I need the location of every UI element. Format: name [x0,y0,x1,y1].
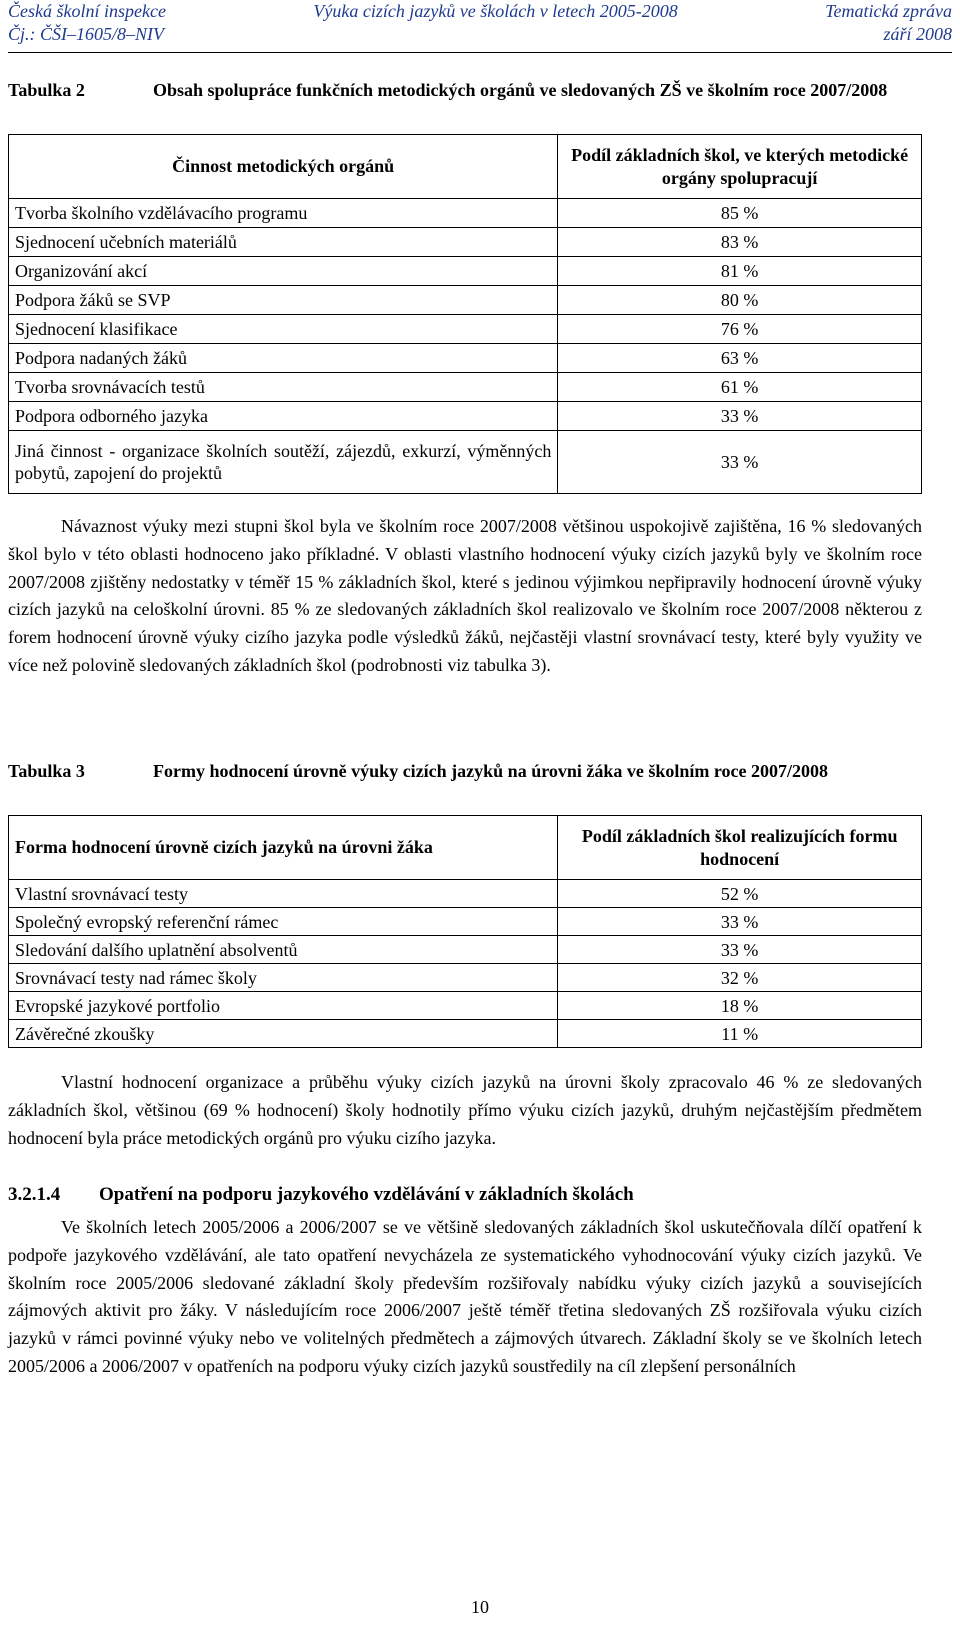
table2-row [9,199,922,228]
header-topic: Výuka cizích jazyků ve školách v letech 2005-2008 [313,1,678,21]
table2-cell-label: Jiná činnost - organizace školních soutěží, zájezdů, exkurzí, výměnných pobytů, zapojení do projektů [9,431,558,494]
table2-row [9,257,922,286]
table3-label: Tabulka 3 [8,761,85,781]
table2-title: Obsah spolupráce funkčních metodických orgánů ve sledovaných ZŠ ve školním roce 2007/2008 [153,80,888,100]
table2-cell-label: Sjednocení učebních materiálů [9,228,558,257]
table3-title: Formy hodnocení úrovně výuky cizích jazyků na úrovni žáka ve školním roce 2007/2008 [153,761,829,781]
table3-cell-label: Srovnávací testy nad rámec školy [9,964,558,992]
table3-row [9,880,922,908]
header-doc-type: Tematická zpráva [825,1,952,21]
page-number: 10 [471,1597,489,1617]
paragraph-continuity: Návaznost výuky mezi stupni škol byla ve školním roce 2007/2008 většinou uspokojivě zajištěna, 16 % sledovaných škol bylo v této oblasti hodnoceno jako příkladné. V oblasti vlastního hodnocení výuky cizích jazyků byly ve školním roce 2007/2008 zjištěny nedostatky v téměř 15 % základních škol, které s jedinou výjimkou nepřipravily hodnocení úrovně výuky cizích jazyků na celoškolní úrovni. 85 % ze sledovaných základních škol realizovalo ve školním roce 2007/2008 některou z forem hodnocení úrovně výuky cizího jazyka podle výsledků žáků, nejčastěji vlastní srovnávací testy, které byly využity ve více než polovině sledovaných základních škol (podrobnosti viz tabulka 3). [8,516,922,675]
table2-caption [8,79,952,125]
table2-cell-share: 63 % [558,344,922,373]
table2-cell-share: 33 % [558,402,922,431]
table3-cell-label: Vlastní srovnávací testy [9,880,558,908]
table3-cell-share: 33 % [558,908,922,936]
table3-row [9,992,922,1020]
table3-row [9,964,922,992]
table2-header-share: Podíl základních škol, ve kterých metodické orgány spolupracují [558,135,922,199]
table3-body [9,880,922,1048]
table2-cell-label: Organizování akcí [9,257,558,286]
table2-cell-share: 80 % [558,286,922,315]
table2-cell-label: Sjednocení klasifikace [9,315,558,344]
header-org: Česká školní inspekce [8,1,166,21]
table2-label: Tabulka 2 [8,80,85,100]
table3-cell-share: 11 % [558,1020,922,1048]
table2-row [9,373,922,402]
paragraph-self-evaluation: Vlastní hodnocení organizace a průběhu výuky cizích jazyků na úrovni školy zpracovalo 46 % ze sledovaných základních škol, většinou (69 % hodnocení) školy hodnotily přímo výuku cizích jazyků, druhým nejčastějším předmětem hodnocení byla práce metodických orgánů pro výuku cizího jazyka. [8,1072,922,1148]
table2-header-activity: Činnost metodických orgánů [9,135,558,199]
table2-cell-share: 83 % [558,228,922,257]
table3-cell-share: 32 % [558,964,922,992]
table2-cell-label: Podpora nadaných žáků [9,344,558,373]
table2-cell-share: 85 % [558,199,922,228]
table2-cell-share: 33 % [558,431,922,494]
table3-cell-label: Sledování dalšího uplatnění absolventů [9,936,558,964]
table2-cell-label: Podpora odborného jazyka [9,402,558,431]
table3-cell-share: 52 % [558,880,922,908]
header-reference: Čj.: ČŠI–1605/8–NIV [8,24,164,44]
table3-cell-share: 33 % [558,936,922,964]
table2-row [9,315,922,344]
section-title: Opatření na podporu jazykového vzdělávání v základních školách [99,1184,634,1205]
table2-row [9,286,922,315]
table3-header-share: Podíl základních škol realizujících formu hodnocení [558,816,922,880]
table3-cell-share: 18 % [558,992,922,1020]
table2-body [9,199,922,494]
table2-cell-share: 76 % [558,315,922,344]
table2-cell-share: 81 % [558,257,922,286]
page-header [8,0,952,53]
table3-header-form: Forma hodnocení úrovně cizích jazyků na úrovni žáka [9,816,558,880]
table3-row [9,1020,922,1048]
table2-row [9,431,922,494]
table2-row [9,402,922,431]
table2 [8,134,922,494]
table3-cell-label: Společný evropský referenční rámec [9,908,558,936]
table2-cell-share: 61 % [558,373,922,402]
header-date: září 2008 [883,24,952,44]
table3-row [9,908,922,936]
table2-cell-label: Podpora žáků se SVP [9,286,558,315]
section-number: 3.2.1.4 [8,1184,61,1205]
table3-cell-label: Závěrečné zkoušky [9,1020,558,1048]
table2-row [9,344,922,373]
table3-row [9,936,922,964]
table2-cell-label: Tvorba školního vzdělávacího programu [9,199,558,228]
paragraph-measures: Ve školních letech 2005/2006 a 2006/2007 se ve většině sledovaných základních škol uskutečňovala dílčí opatření k podpoře jazykového vzdělávání, ale tato opatření nevycházela ze systematického vyhodnocování výuky cizích jazyků. Ve školním roce 2005/2006 sledované základní školy především rozšiřovaly nabídku výuky cizích jazyků a souvisejících zájmových aktivit pro žáky. V následujícím roce 2006/2007 ještě téměř třetina sledovaných ZŠ rozšiřovala výuku cizích jazyků v rámci povinné výuky nebo ve volitelných předmětech a zájmových útvarech. Základní školy se ve školních letech 2005/2006 a 2006/2007 v opatřeních na podporu výuky cizích jazyků soustředily na cíl zlepšení personálních [8,1217,922,1376]
table2-cell-label: Tvorba srovnávacích testů [9,373,558,402]
table2-row [9,228,922,257]
table3 [8,815,922,1048]
table3-cell-label: Evropské jazykové portfolio [9,992,558,1020]
table3-caption [8,760,952,806]
